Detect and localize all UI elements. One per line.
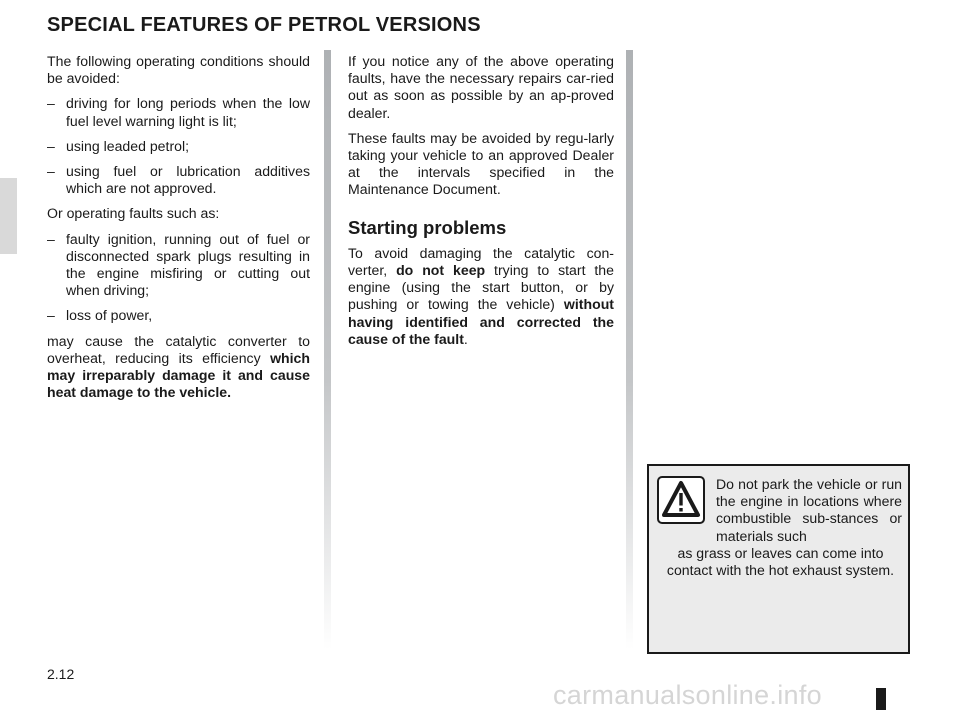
fault-item: – loss of power, <box>47 307 310 324</box>
starting-text-bold: do not keep <box>396 262 486 279</box>
starting-text-part: trying to start the engine (using the start button, or by pushing or towing the vehicle) <box>348 262 614 313</box>
column-divider-left <box>324 50 331 650</box>
section-heading-starting-problems: Starting problems <box>348 216 507 238</box>
warning-text-bottom: as grass or leaves can come into contact with the hot exhaust system. <box>666 544 895 578</box>
warning-box <box>647 464 910 654</box>
avoid-item: – using leaded petrol; <box>47 138 310 155</box>
right-column <box>348 53 614 356</box>
warning-text-top: Do not park the vehicle or run the engine in locations where combustible sub-stances or materials such <box>716 476 902 544</box>
column-divider-right <box>626 50 633 650</box>
fault-item: – faulty ignition, running out of fuel or disconnected spark plugs resulting in the engine misfiring or cutting out when driving; <box>47 231 310 300</box>
consequence-text <box>47 333 310 402</box>
page-number: 2.12 <box>47 666 75 682</box>
corner-mark <box>876 688 886 710</box>
starting-text-part: To avoid damaging the catalytic con-verter, <box>348 244 614 279</box>
faults-intro-text: Or operating faults such as: <box>47 205 220 222</box>
chapter-tab-marker <box>0 178 17 254</box>
watermark-text: carmanualsonline.info <box>553 680 822 710</box>
repair-advice-text: If you notice any of the above operating faults, have the necessary repairs car-ried out as soon as possible by an ap-proved dealer. <box>348 53 614 121</box>
avoid-item: – driving for long periods when the low fuel level warning light is lit; <box>47 95 310 129</box>
warning-triangle-icon <box>657 476 705 524</box>
consequence-bold: which may irreparably damage it and cause heat damage to the vehicle. <box>47 349 310 401</box>
avoid-item: – using fuel or lubrication additives which are not approved. <box>47 163 310 197</box>
starting-problems-text <box>348 245 614 348</box>
starting-text-bold: without having identified and corrected the cause of the fault <box>348 296 614 347</box>
intro-text: The following operating conditions should be avoided: <box>47 53 310 87</box>
consequence-plain: may cause the catalytic converter to overheat, reducing its efficiency <box>47 332 310 366</box>
left-column <box>47 53 310 409</box>
page-title: SPECIAL FEATURES OF PETROL VERSIONS <box>47 14 481 36</box>
starting-text-part: . <box>463 330 468 347</box>
maintenance-advice-text: These faults may be avoided by regu-larly taking your vehicle to an approved Dealer at the intervals specified in the Maintenance Document. <box>348 129 614 198</box>
